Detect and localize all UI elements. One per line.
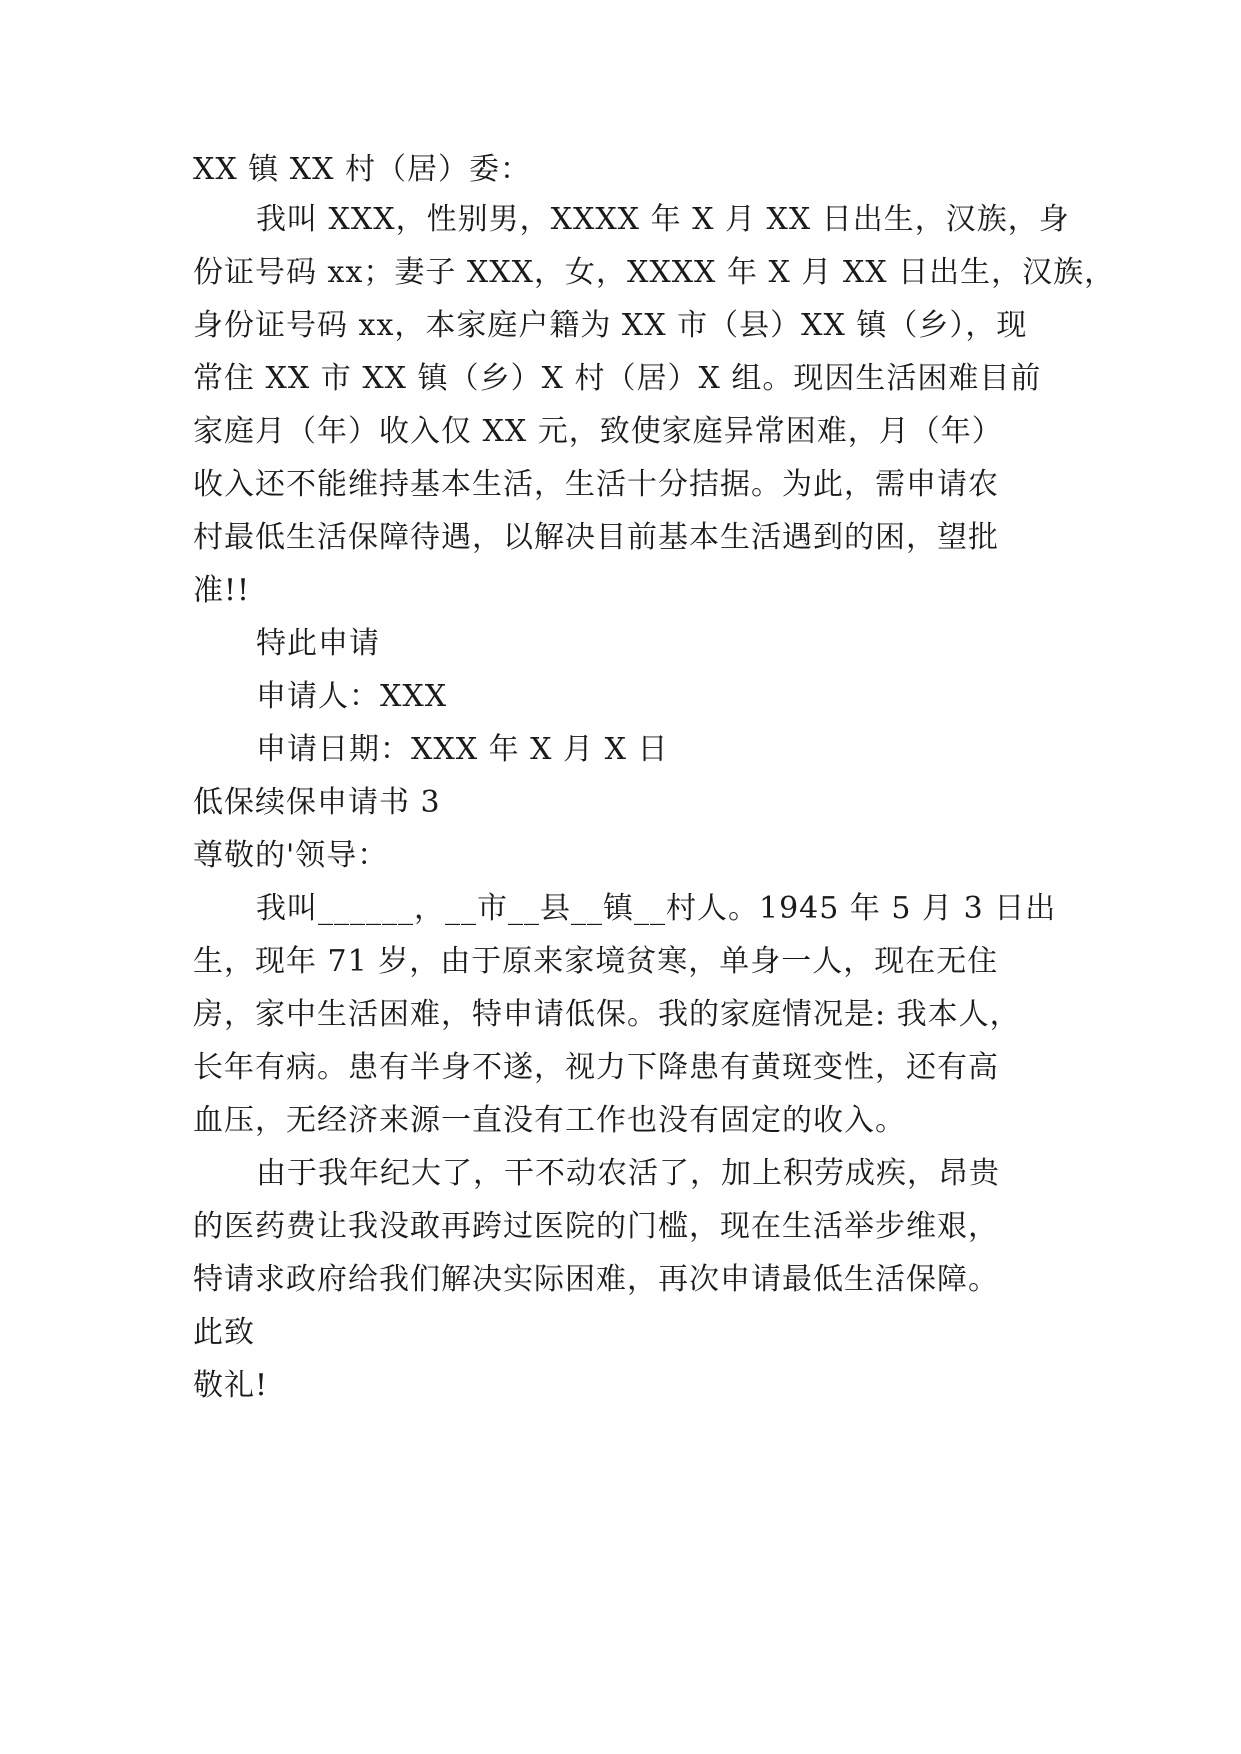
paragraph-line: 身份证号码 xx，本家庭户籍为 XX 市（县）XX 镇（乡），现 <box>193 308 1028 343</box>
paragraph-line: 份证号码 xx；妻子 XXX，女，XXXX 年 X 月 XX 日出生，汉族， <box>193 255 1116 290</box>
closing-line: 敬礼! <box>193 1368 269 1403</box>
application-date: 申请日期：XXX 年 X 月 X 日 <box>256 732 669 767</box>
paragraph-line: 收入还不能维持基本生活，生活十分拮据。为此，需申请农 <box>193 467 999 502</box>
paragraph-line: 常住 XX 市 XX 镇（乡）X 村（居）X 组。现因生活困难目前 <box>193 361 1042 396</box>
paragraph-line: 准!! <box>193 573 251 608</box>
salutation: 尊敬的'领导： <box>193 838 389 873</box>
paragraph-line: 村最低生活保障待遇，以解决目前基本生活遇到的困，望批 <box>193 520 999 555</box>
paragraph-line: 我叫______，__市__县__镇__村人。1945 年 5 月 3 日出 <box>256 891 1057 926</box>
paragraph-line: 生，现年 71 岁，由于原来家境贫寒，单身一人，现在无住 <box>193 944 999 979</box>
closing-request: 特此申请 <box>256 626 380 661</box>
paragraph-line: 家庭月（年）收入仅 XX 元，致使家庭异常困难，月（年） <box>193 414 1003 449</box>
paragraph-line: 我叫 XXX，性别男，XXXX 年 X 月 XX 日出生，汉族，身 <box>256 202 1070 237</box>
salutation: XX 镇 XX 村（居）委： <box>193 152 532 187</box>
paragraph-line: 由于我年纪大了，干不动农活了，加上积劳成疾，昂贵 <box>256 1156 1000 1191</box>
paragraph-line: 血压，无经济来源一直没有工作也没有固定的收入。 <box>193 1103 906 1138</box>
paragraph-line: 的医药费让我没敢再跨过医院的门槛，现在生活举步维艰， <box>193 1209 999 1244</box>
applicant: 申请人：XXX <box>256 679 448 714</box>
paragraph-line: 长年有病。患有半身不遂，视力下降患有黄斑变性，还有高 <box>193 1050 999 1085</box>
closing-line: 此致 <box>193 1315 255 1350</box>
paragraph-line: 特请求政府给我们解决实际困难，再次申请最低生活保障。 <box>193 1262 999 1297</box>
section-title: 低保续保申请书 3 <box>193 785 441 820</box>
paragraph-line: 房，家中生活困难，特申请低保。我的家庭情况是: 我本人， <box>193 997 1021 1032</box>
